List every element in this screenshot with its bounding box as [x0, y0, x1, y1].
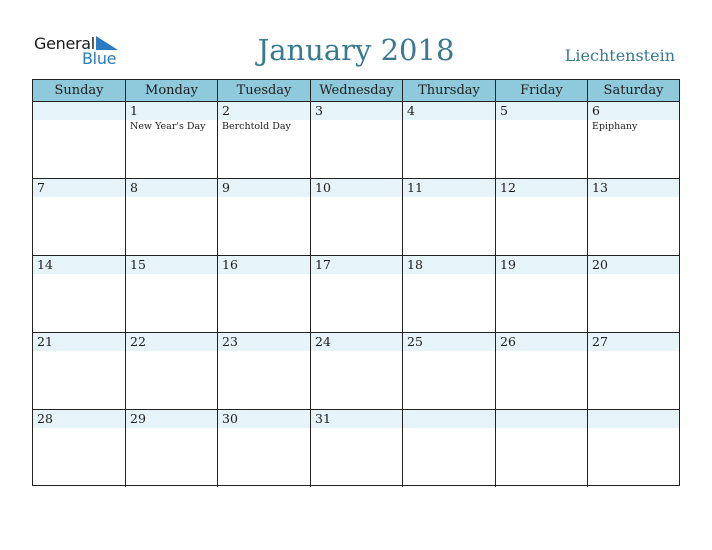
day-cell — [403, 333, 496, 410]
day-number: 5 — [500, 103, 508, 118]
day-number: 2 — [222, 103, 230, 118]
day-cell — [311, 179, 403, 256]
day-cell — [311, 333, 403, 410]
weekday-header-row — [33, 80, 679, 102]
day-cell — [33, 179, 126, 256]
day-cell — [403, 256, 496, 333]
day-cell — [218, 179, 311, 256]
day-number: 7 — [37, 180, 45, 195]
day-number: 6 — [592, 103, 600, 118]
holiday-label: Berchtold Day — [222, 121, 291, 132]
weekday-header: Thursday — [403, 80, 496, 102]
day-number: 17 — [315, 257, 331, 272]
day-cell — [218, 102, 311, 179]
day-cell — [588, 179, 679, 256]
day-cell — [218, 410, 311, 487]
day-cell — [126, 179, 218, 256]
day-cell — [218, 256, 311, 333]
day-cell — [311, 410, 403, 487]
day-number: 31 — [315, 411, 331, 426]
weekday-header: Monday — [126, 80, 218, 102]
holiday-label: New Year's Day — [130, 121, 206, 132]
day-number: 26 — [500, 334, 516, 349]
day-number: 19 — [500, 257, 516, 272]
day-number: 13 — [592, 180, 608, 195]
day-cell — [218, 333, 311, 410]
day-number: 4 — [407, 103, 415, 118]
day-cell — [311, 102, 403, 179]
day-cell — [403, 410, 496, 487]
day-number: 12 — [500, 180, 516, 195]
day-number: 1 — [130, 103, 138, 118]
day-number: 30 — [222, 411, 238, 426]
day-cell — [588, 256, 679, 333]
calendar-title: January 2018 — [257, 33, 455, 67]
week-row — [33, 256, 679, 333]
day-cell — [126, 333, 218, 410]
day-cell — [33, 256, 126, 333]
day-cell — [496, 179, 588, 256]
day-cell — [588, 102, 679, 179]
day-cell — [496, 410, 588, 487]
day-cell — [126, 102, 218, 179]
day-number: 15 — [130, 257, 146, 272]
day-cell — [588, 410, 679, 487]
logo-word-blue: Blue — [82, 49, 117, 68]
day-cell — [403, 102, 496, 179]
week-row — [33, 102, 679, 179]
day-number: 8 — [130, 180, 138, 195]
day-number: 24 — [315, 334, 331, 349]
day-number: 25 — [407, 334, 423, 349]
calendar-grid — [32, 79, 680, 486]
day-number: 9 — [222, 180, 230, 195]
day-cell — [33, 102, 126, 179]
day-number: 14 — [37, 257, 53, 272]
day-number: 21 — [37, 334, 53, 349]
day-cell — [33, 333, 126, 410]
day-number: 22 — [130, 334, 146, 349]
week-row — [33, 333, 679, 410]
day-number: 20 — [592, 257, 608, 272]
day-cell — [496, 333, 588, 410]
day-number: 28 — [37, 411, 53, 426]
day-cell — [126, 256, 218, 333]
day-number: 18 — [407, 257, 423, 272]
weekday-header: Saturday — [588, 80, 679, 102]
day-cell — [588, 333, 679, 410]
weekday-header: Tuesday — [218, 80, 311, 102]
weekday-header: Wednesday — [311, 80, 403, 102]
weekday-header: Sunday — [33, 80, 126, 102]
day-cell — [496, 102, 588, 179]
country-label: Liechtenstein — [564, 46, 675, 65]
day-cell — [311, 256, 403, 333]
day-number: 29 — [130, 411, 146, 426]
day-cell — [496, 256, 588, 333]
day-number: 11 — [407, 180, 423, 195]
weekday-header: Friday — [496, 80, 588, 102]
day-number: 23 — [222, 334, 238, 349]
day-cell — [403, 179, 496, 256]
day-number: 16 — [222, 257, 238, 272]
week-row — [33, 410, 679, 487]
day-cell — [33, 410, 126, 487]
day-number: 3 — [315, 103, 323, 118]
day-cell — [126, 410, 218, 487]
logo-word-general: General — [34, 34, 95, 53]
day-number: 27 — [592, 334, 608, 349]
week-row — [33, 179, 679, 256]
holiday-label: Epiphany — [592, 121, 638, 132]
day-number: 10 — [315, 180, 331, 195]
